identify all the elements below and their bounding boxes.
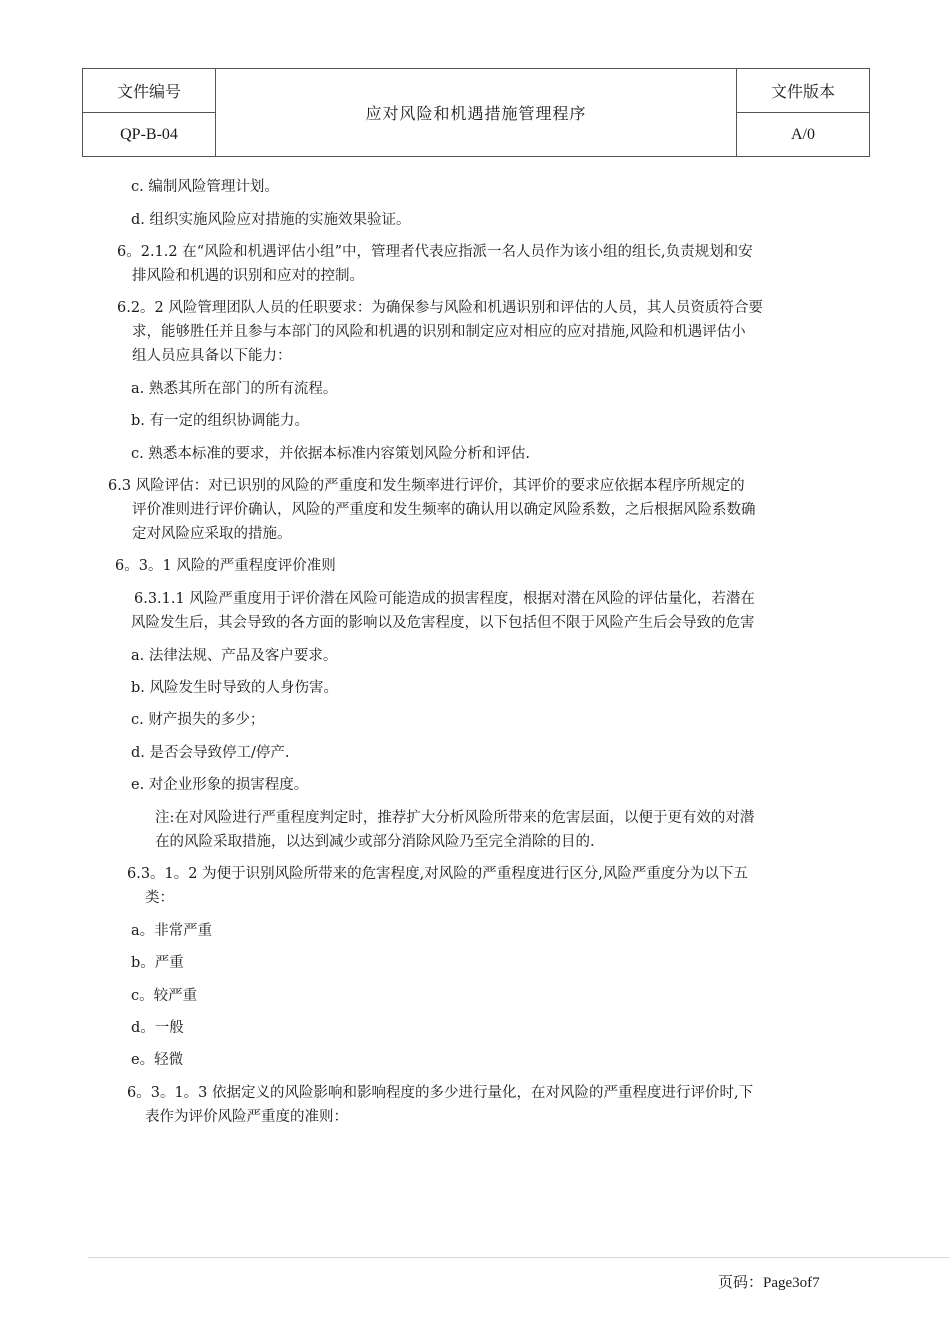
body-line: 排风险和机遇的识别和应对的控制。 xyxy=(132,268,364,284)
body-line: a. 法律法规、产品及客户要求。 xyxy=(131,648,338,664)
body-line: c. 熟悉本标准的要求，并依据本标准内容策划风险分析和评估. xyxy=(131,446,530,462)
body-line: 注:在对风险进行严重程度判定时，推荐扩大分析风险所带来的危害层面，以便于更有效的对潜 xyxy=(155,810,755,826)
body-line: 6。3。1。3 依据定义的风险影响和影响程度的多少进行量化，在对风险的严重程度进行评价时,下 xyxy=(127,1085,754,1101)
body-line: a. 熟悉其所在部门的所有流程。 xyxy=(131,381,338,397)
page-value: Page3of7 xyxy=(763,1275,820,1291)
body-line: 在的风险采取措施，以达到减少或部分消除风险乃至完全消除的目的. xyxy=(155,834,595,850)
doc-number-value: QP-B-04 xyxy=(83,113,216,156)
page-label: 页码： xyxy=(718,1273,764,1291)
document-title: 应对风险和机遇措施管理程序 xyxy=(365,104,587,123)
body-line: a。非常严重 xyxy=(131,923,213,939)
body-line: 6.3.1.1 风险严重度用于评价潜在风险可能造成的损害程度，根据对潜在风险的评估量化，若潜在 xyxy=(134,591,755,607)
footer-divider xyxy=(88,1257,950,1258)
body-line: b. 风险发生时导致的人身伤害。 xyxy=(131,680,338,696)
body-line: d。一般 xyxy=(131,1020,184,1036)
body-line: 风险发生后，其会导致的各方面的影响以及危害程度，以下包括但不限于风险产生后会导致的危害 xyxy=(131,615,755,631)
body-line: c。较严重 xyxy=(131,988,198,1004)
body-line: 6.3。1。2 为便于识别风险所带来的危害程度,对风险的严重程度进行区分,风险严重度分为以下五 xyxy=(127,866,748,882)
page-number xyxy=(718,1271,820,1292)
body-line: 6.2。2 风险管理团队人员的任职要求：为确保参与风险和机遇识别和评估的人员，其人员资质符合要 xyxy=(117,300,763,316)
body-line: e。轻微 xyxy=(131,1052,184,1068)
header-table xyxy=(82,68,870,157)
body-line: d. 是否会导致停工/停产. xyxy=(131,745,290,761)
body-line: 表作为评价风险严重度的准则： xyxy=(145,1109,348,1125)
body-line: b。严重 xyxy=(131,955,184,971)
doc-version-label: 文件版本 xyxy=(736,69,869,113)
doc-number-label: 文件编号 xyxy=(83,69,216,113)
body-line: 求，能够胜任并且参与本部门的风险和机遇的识别和制定应对相应的应对措施,风险和机遇评估小 xyxy=(132,324,746,340)
body-line: 6。2.1.2 在“风险和机遇评估小组”中，管理者代表应指派一名人员作为该小组的组长,负责规划和安 xyxy=(117,244,753,260)
body-line: 6。3。1 风险的严重程度评价准则 xyxy=(115,558,336,574)
body-line: 组人员应具备以下能力： xyxy=(132,348,292,364)
body-line: 类： xyxy=(145,890,174,906)
body-line: b. 有一定的组织协调能力。 xyxy=(131,413,309,429)
body-line: d. 组织实施风险应对措施的实施效果验证。 xyxy=(131,212,411,228)
body-line: e. 对企业形象的损害程度。 xyxy=(131,777,309,793)
body-line: 6.3 风险评估：对已识别的风险的严重度和发生频率进行评价，其评价的要求应依据本程序所规定的 xyxy=(108,478,745,494)
body-line: c. 财产损失的多少； xyxy=(131,712,265,728)
doc-version-value: A/0 xyxy=(736,113,869,156)
body-line: 定对风险应采取的措施。 xyxy=(132,526,292,542)
body-line: 评价准则进行评价确认，风险的严重度和发生频率的确认用以确定风险系数，之后根据风险系数确 xyxy=(132,502,756,518)
body-line: c. 编制风险管理计划。 xyxy=(131,179,279,195)
